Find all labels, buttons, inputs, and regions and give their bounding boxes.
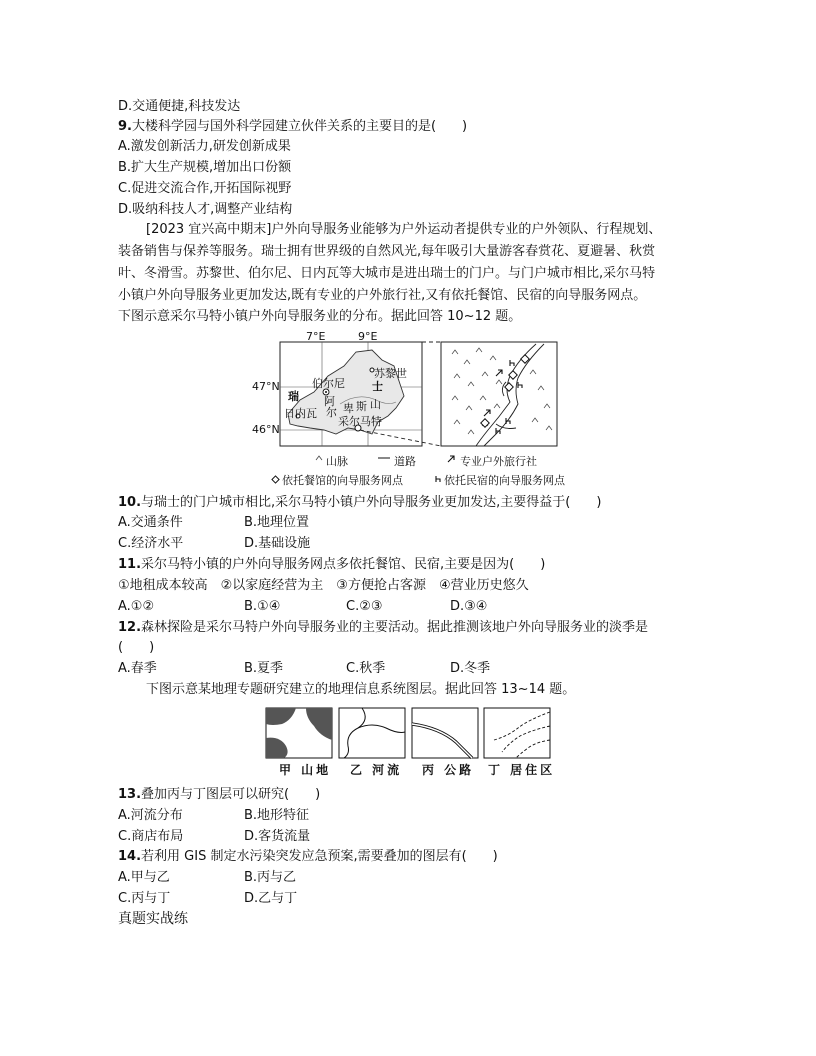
layer-river — [339, 708, 405, 758]
legend-outdoor-agency: 专业户外旅行社 — [460, 455, 537, 468]
label-alps-5: 山 — [370, 398, 381, 411]
q11-option-d: D.③④ — [450, 599, 488, 614]
q9-option-d: D.吸纳科技人才,调整产业结构 — [118, 202, 293, 217]
overview-map — [280, 342, 422, 446]
zermatt-detail-map — [441, 342, 557, 446]
q11-number: 11. — [118, 557, 142, 572]
q11-stem — [118, 556, 545, 574]
outdoor-agency-marker — [484, 410, 490, 416]
passage1-line: 下图示意采尔马特小镇户外向导服务业的分布。据此回答 10~12 题。 — [118, 309, 522, 324]
legend-restaurant-point: 依托餐馆的向导服务网点 — [282, 474, 403, 487]
q11-option-c: C.②③ — [346, 599, 383, 614]
q13-stem-text: 叠加丙与丁图层可以研究( ) — [141, 787, 321, 802]
q11-option-a: A.①② — [118, 599, 155, 614]
q9-stem — [118, 118, 467, 136]
label-zermatt: 采尔马特 — [338, 415, 382, 428]
q12-option-b: B.夏季 — [244, 661, 284, 676]
q10-stem-text: 与瑞士的门户城市相比,采尔马特小镇户外向导服务业更加发达,主要得益于( ) — [141, 495, 602, 510]
restaurant-guide-marker — [505, 383, 513, 391]
q10-option-d: D.基础设施 — [244, 536, 311, 551]
latitude-47n: 47°N — [252, 380, 280, 393]
label-bern: 伯尔尼 — [312, 377, 345, 390]
layer-label-highway: 丙 公路 — [422, 763, 475, 777]
q9-number: 9. — [118, 119, 132, 134]
q14-option-b: B.丙与乙 — [244, 870, 297, 885]
q14-number: 14. — [118, 849, 142, 864]
q13-option-a: A.河流分布 — [118, 808, 183, 823]
label-country-1: 瑞 — [288, 390, 299, 403]
q14-stem — [118, 848, 498, 866]
label-alps-3: 卑 — [343, 402, 354, 415]
q12-stem-cont: ( ) — [118, 640, 155, 655]
restaurant-guide-marker — [509, 371, 517, 379]
legend-road: 道路 — [394, 455, 416, 468]
layer-label-mountain: 甲 山地 — [279, 763, 332, 777]
q13-option-b: B.地形特征 — [244, 808, 310, 823]
q11-stem-text: 采尔马特小镇的户外向导服务网点多依托餐馆、民宿,主要是因为( ) — [141, 557, 546, 572]
q12-option-d: D.冬季 — [450, 661, 491, 676]
q10-option-b: B.地理位置 — [244, 515, 310, 530]
q13-option-c: C.商店布局 — [118, 829, 184, 844]
label-alps-4: 斯 — [356, 400, 367, 413]
label-alps-2: 尔 — [326, 406, 337, 419]
label-alps-1: 阿 — [324, 395, 335, 408]
label-country-2: 士 — [372, 380, 383, 393]
q14-option-a: A.甲与乙 — [118, 870, 170, 885]
q10-number: 10. — [118, 495, 142, 510]
q13-number: 13. — [118, 787, 142, 802]
q12-option-a: A.春季 — [118, 661, 157, 676]
q9-option-b: B.扩大生产规模,增加出口份额 — [118, 160, 292, 175]
q8-option-d: D.交通便捷,科技发达 — [118, 99, 241, 114]
legend-homestay-point: 依托民宿的向导服务网点 — [444, 474, 565, 487]
layer-label-residential: 丁 居住区 — [488, 763, 556, 777]
layer-mountain — [266, 708, 332, 758]
q13-option-d: D.客货流量 — [244, 829, 311, 844]
passage1-line: 装备销售与保养等服务。瑞士拥有世界级的自然风光,每年吸引大量游客春赏花、夏避暑、秋赏 — [118, 244, 656, 259]
label-geneva: 日内瓦 — [284, 407, 317, 420]
q10-option-c: C.经济水平 — [118, 536, 184, 551]
q12-stem — [118, 619, 648, 637]
label-zurich: 苏黎世 — [374, 367, 407, 380]
q13-stem — [118, 786, 320, 804]
passage1-line: 小镇户外向导服务业更加发达,既有专业的户外旅行社,又有依托餐馆、民宿的向导服务网点。 — [118, 288, 647, 303]
q10-option-a: A.交通条件 — [118, 515, 183, 530]
q12-option-c: C.秋季 — [346, 661, 386, 676]
passage1-line: 叶、冬滑雪。苏黎世、伯尔尼、日内瓦等大城市是进出瑞士的门户。与门户城市相比,采尔马特 — [118, 266, 656, 281]
q10-stem — [118, 494, 601, 512]
road-lines — [476, 344, 544, 446]
q14-option-d: D.乙与丁 — [244, 891, 298, 906]
layer-label-river: 乙 河流 — [350, 763, 403, 777]
q11-items: ①地租成本较高 ②以家庭经营为主 ③方便抢占客源 ④营业历史悠久 — [118, 578, 529, 593]
longitude-9e: 9°E — [358, 330, 378, 343]
q9-stem-text: 大楼科学园与国外科学园建立伙伴关系的主要目的是( ) — [131, 119, 468, 134]
legend-mountain: 山脉 — [326, 455, 348, 468]
q12-stem-text: 森林探险是采尔马特户外向导服务业的主要活动。据此推测该地户外向导服务业的淡季是 — [141, 620, 649, 635]
section-title: 真题实战练 — [118, 911, 188, 927]
q14-stem-text: 若利用 GIS 制定水污染突发应急预案,需要叠加的图层有( ) — [141, 849, 498, 864]
longitude-7e: 7°E — [306, 330, 326, 343]
q12-number: 12. — [118, 620, 142, 635]
q9-option-c: C.促进交流合作,开拓国际视野 — [118, 181, 292, 196]
layer-residential — [484, 708, 550, 758]
layer-highway — [412, 708, 478, 758]
q9-option-a: A.激发创新活力,研发创新成果 — [118, 139, 291, 154]
q11-option-b: B.①④ — [244, 599, 281, 614]
homestay-guide-marker — [510, 360, 514, 366]
passage1-line: [2023 宜兴高中期末]户外向导服务业能够为户外运动者提供专业的户外领队、行程规划、 — [146, 222, 662, 237]
homestay-guide-marker — [518, 382, 522, 388]
outdoor-agency-marker — [496, 370, 502, 376]
latitude-46n: 46°N — [252, 423, 280, 436]
passage2: 下图示意某地理专题研究建立的地理信息系统图层。据此回答 13~14 题。 — [146, 682, 576, 697]
q14-option-c: C.丙与丁 — [118, 891, 171, 906]
